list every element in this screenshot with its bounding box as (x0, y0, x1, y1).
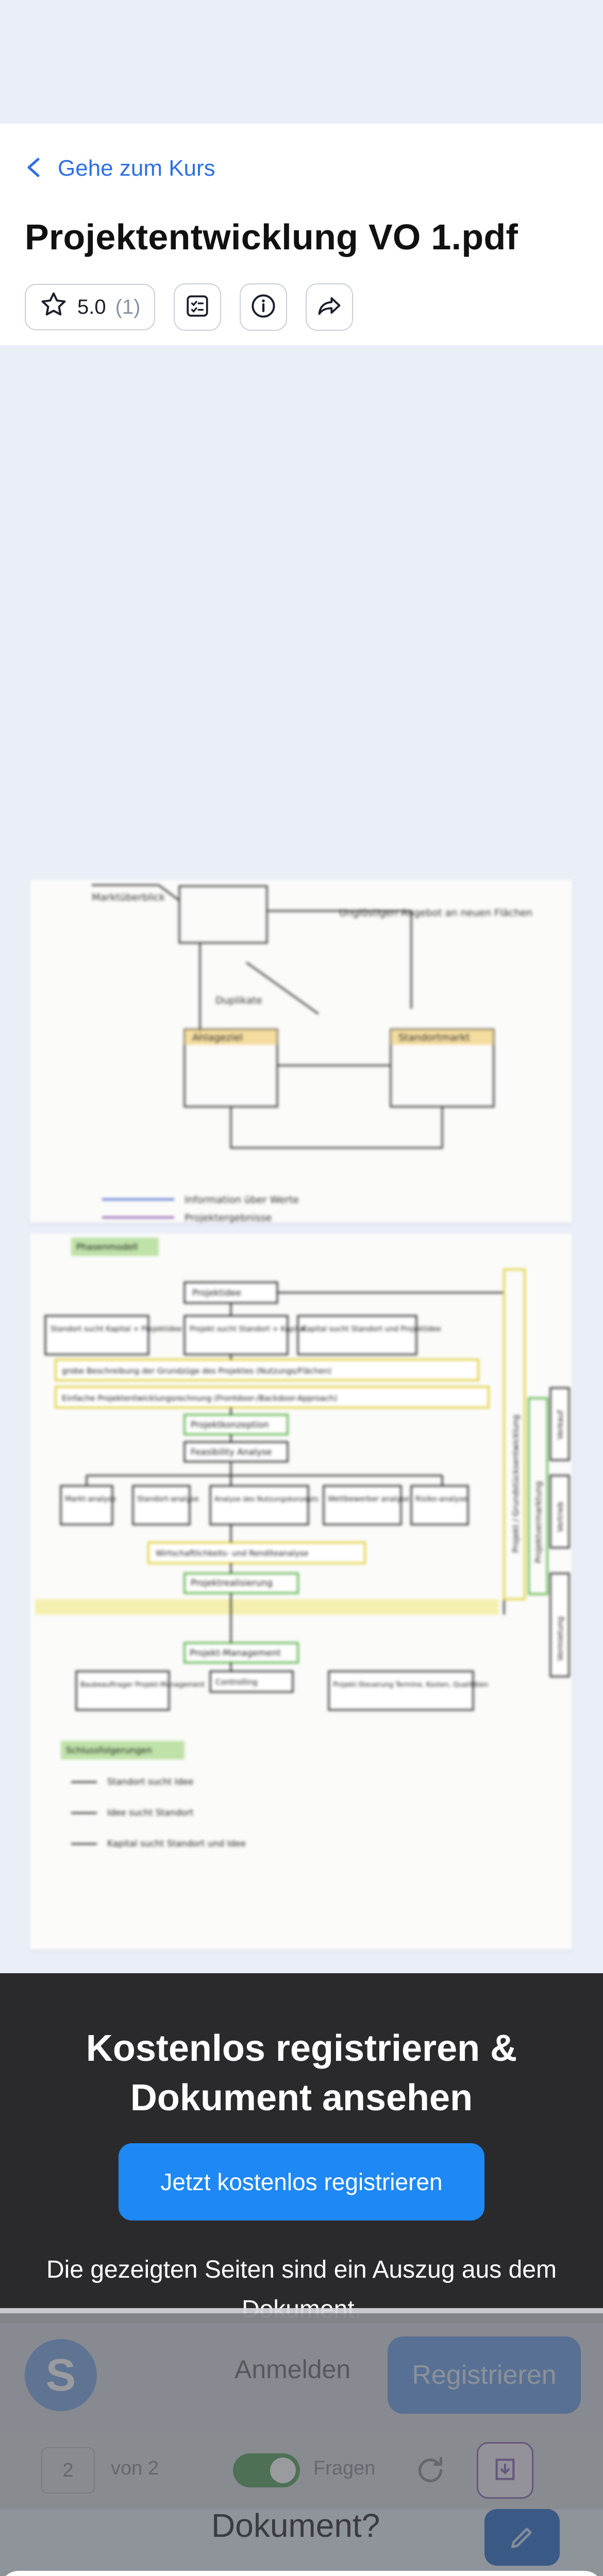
back-to-course-label: Gehe zum Kurs (58, 156, 215, 181)
page2-label-b3: Kapital sucht Standort und Projektidee (302, 1325, 441, 1333)
star-icon (39, 290, 68, 324)
page2-label-real: Projektrealisierung (191, 1578, 273, 1588)
page2-label-side2: Projektvermarktung (533, 1481, 543, 1563)
page2-label-b1: Standort sucht Kapital + Projektidee (51, 1325, 182, 1333)
page2-label-side3: Verkauf (556, 1410, 565, 1439)
rating-button[interactable] (25, 284, 155, 330)
page1-label-a7: Projektergebnisse (185, 1212, 272, 1223)
page2-label-e3: Kapital sucht Standort und Idee (107, 1839, 246, 1849)
page2-label-side4: Vertrieb (556, 1501, 565, 1532)
page2-label-e2: Idee sucht Standort (107, 1808, 194, 1818)
page1-label-a5: Standortmarkt (398, 1032, 470, 1043)
info-button[interactable] (240, 283, 287, 331)
page2-label-grobe: grobe Beschreibung der Grundzüge des Projektes (Nutzungs/Flächen) (62, 1366, 332, 1376)
register-free-button[interactable]: Jetzt kostenlos registrieren (119, 2143, 484, 2221)
chevron-left-icon (25, 155, 42, 182)
page2-label-side1: Projekt / Grundstücksentwicklung (511, 1414, 521, 1553)
consent-dialog (0, 2571, 603, 2576)
page2-label-c4: Wettbewerber analyse (328, 1495, 409, 1503)
excerpt-note-line1: Die gezeigten Seiten sind ein Auszug aus dem (46, 2256, 557, 2283)
page2-label-phasen: Phasenmodell (76, 1242, 138, 1252)
page2-label-mgmt: Projekt-Management (190, 1648, 281, 1658)
page2-label-d3: Projekt-Steuerung Termine, Kosten, Qualitäten (333, 1681, 489, 1689)
page2-label-feas: Feasibility Analyse (191, 1447, 272, 1458)
page1-label-a4: Anlageziel (192, 1032, 243, 1043)
page2-label-d2: Controlling (215, 1677, 258, 1687)
page2-label-c3: Analyse des Nutzungskonzepts (214, 1496, 319, 1503)
page2-label-c1: Markt-analyse (65, 1495, 116, 1503)
page1-label-a6: Information über Werte (185, 1194, 299, 1206)
back-to-course-link[interactable] (25, 155, 215, 182)
registration-title-line1: Kostenlos registrieren & (86, 2028, 517, 2069)
page-title: Projektentwicklung VO 1.pdf (25, 217, 518, 257)
page2-label-e1: Standort sucht Idee (107, 1777, 194, 1787)
top-spacer (0, 0, 603, 124)
page2-label-c2: Standort-analyse (137, 1495, 199, 1503)
quiz-button[interactable] (174, 283, 221, 331)
page1-label-a1: Marktüberblick (92, 892, 165, 903)
info-icon (250, 293, 277, 322)
page2-label-einfache: Einfache Projektentwicklungsrechnung (Frontdoor-/Backdoor-Approach) (62, 1394, 338, 1403)
page-2-diagram (30, 1233, 572, 1950)
rating-count: (1) (115, 295, 141, 318)
share-icon (316, 293, 343, 322)
page1-label-a3: Duplikate (215, 995, 262, 1006)
share-button[interactable] (306, 283, 353, 331)
page-1-diagram (30, 880, 572, 1223)
page2-label-projektidee: Projektidee (192, 1288, 242, 1298)
page2-label-c5: Risiko-analyse (415, 1495, 467, 1503)
quiz-icon (185, 293, 210, 321)
page2-label-schl: Schlussfolgerungen (66, 1745, 153, 1756)
document-page-1 (30, 880, 572, 1223)
page2-label-b2: Projekt sucht Standort + Kapital (190, 1325, 306, 1333)
page2-label-wirt: Wirtschaftlichkeits- und Renditeanalyse (156, 1549, 309, 1558)
modal-backdrop[interactable] (0, 2313, 603, 2576)
page2-label-konzept: Projektkonzeption (191, 1420, 269, 1430)
registration-title-line2: Dokument ansehen (130, 2077, 473, 2119)
document-page-2 (30, 1233, 572, 1950)
rating-value: 5.0 (77, 295, 106, 318)
document-actions (25, 283, 353, 331)
page2-label-side5: Vermietung (556, 1616, 565, 1661)
page1-label-a2: Ungiüstigen Angebot an neuen Flächen (339, 907, 533, 919)
page2-label-d1: Baubeauftrager Projekt-Management (80, 1681, 205, 1689)
